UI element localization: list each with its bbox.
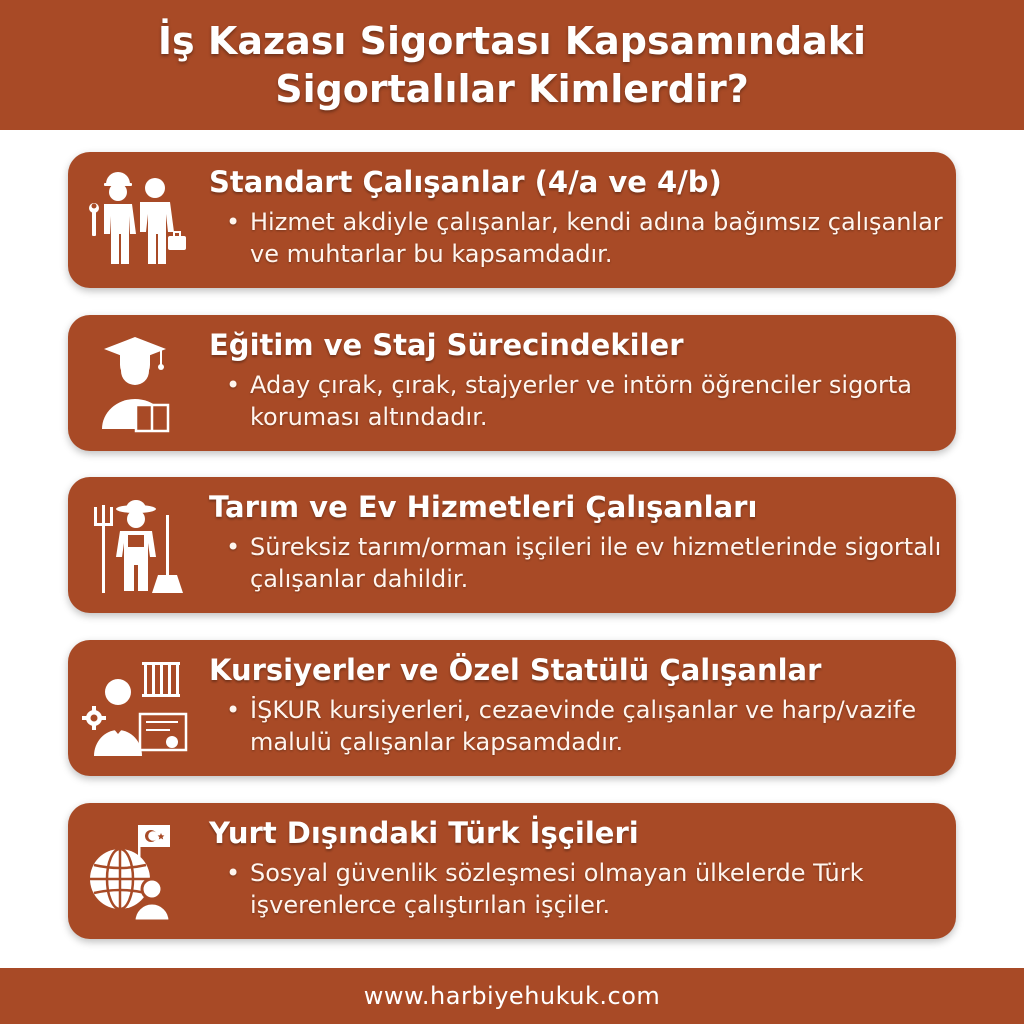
graduate-icon bbox=[80, 333, 190, 433]
bullet-text: Hizmet akdiyle çalışanlar, kendi adına bağımsız çalışanlar ve muhtarlar bu kapsamdadır. bbox=[250, 208, 943, 268]
header-banner bbox=[0, 0, 1024, 130]
footer-banner bbox=[0, 968, 1024, 1024]
card-turkish-workers-abroad bbox=[68, 803, 956, 939]
bullet-dot: • bbox=[226, 859, 241, 887]
card-title: Kursiyerler ve Özel Statülü Çalışanlar bbox=[209, 653, 822, 687]
bullet-text: İŞKUR kursiyerleri, cezaevinde çalışanlar ve harp/vazife malulü çalışanlar kapsamdadır. bbox=[250, 696, 917, 756]
card-standard-workers bbox=[68, 152, 956, 288]
card-bullet bbox=[226, 857, 950, 921]
card-title: Eğitim ve Staj Sürecindekiler bbox=[209, 328, 684, 362]
bullet-dot: • bbox=[226, 208, 241, 236]
bullet-dot: • bbox=[226, 696, 241, 724]
bullet-text: Süreksiz tarım/orman işçileri ile ev hizmetlerinde sigortalı çalışanlar dahildir. bbox=[250, 533, 942, 593]
card-title: Yurt Dışındaki Türk İşçileri bbox=[209, 816, 639, 850]
card-bullet bbox=[226, 369, 950, 433]
card-trainees-special-status bbox=[68, 640, 956, 776]
globe-flag-icon bbox=[80, 821, 190, 921]
card-bullet bbox=[226, 694, 950, 758]
card-bullet bbox=[226, 531, 950, 595]
farmer-icon bbox=[80, 495, 190, 595]
bullet-text: Aday çırak, çırak, stajyerler ve intörn öğrenciler sigorta koruması altındadır. bbox=[250, 371, 912, 431]
title-line-2: Sigortalılar Kimlerdir? bbox=[275, 67, 749, 111]
card-agriculture-household bbox=[68, 477, 956, 613]
card-bullet bbox=[226, 206, 950, 270]
card-title: Tarım ve Ev Hizmetleri Çalışanları bbox=[209, 490, 758, 524]
page-title bbox=[158, 17, 866, 113]
bullet-dot: • bbox=[226, 533, 241, 561]
bullet-dot: • bbox=[226, 371, 241, 399]
title-line-1: İş Kazası Sigortası Kapsamındaki bbox=[157, 19, 867, 63]
card-education-internship bbox=[68, 315, 956, 451]
workers-icon bbox=[80, 170, 190, 270]
card-title: Standart Çalışanlar (4/a ve 4/b) bbox=[209, 165, 722, 199]
trainee-certificate-icon bbox=[80, 658, 190, 758]
website-link[interactable]: www.harbiyehukuk.com bbox=[363, 982, 661, 1010]
bullet-text: Sosyal güvenlik sözleşmesi olmayan ülkelerde Türk işverenlerce çalıştırılan işçiler. bbox=[250, 859, 864, 919]
